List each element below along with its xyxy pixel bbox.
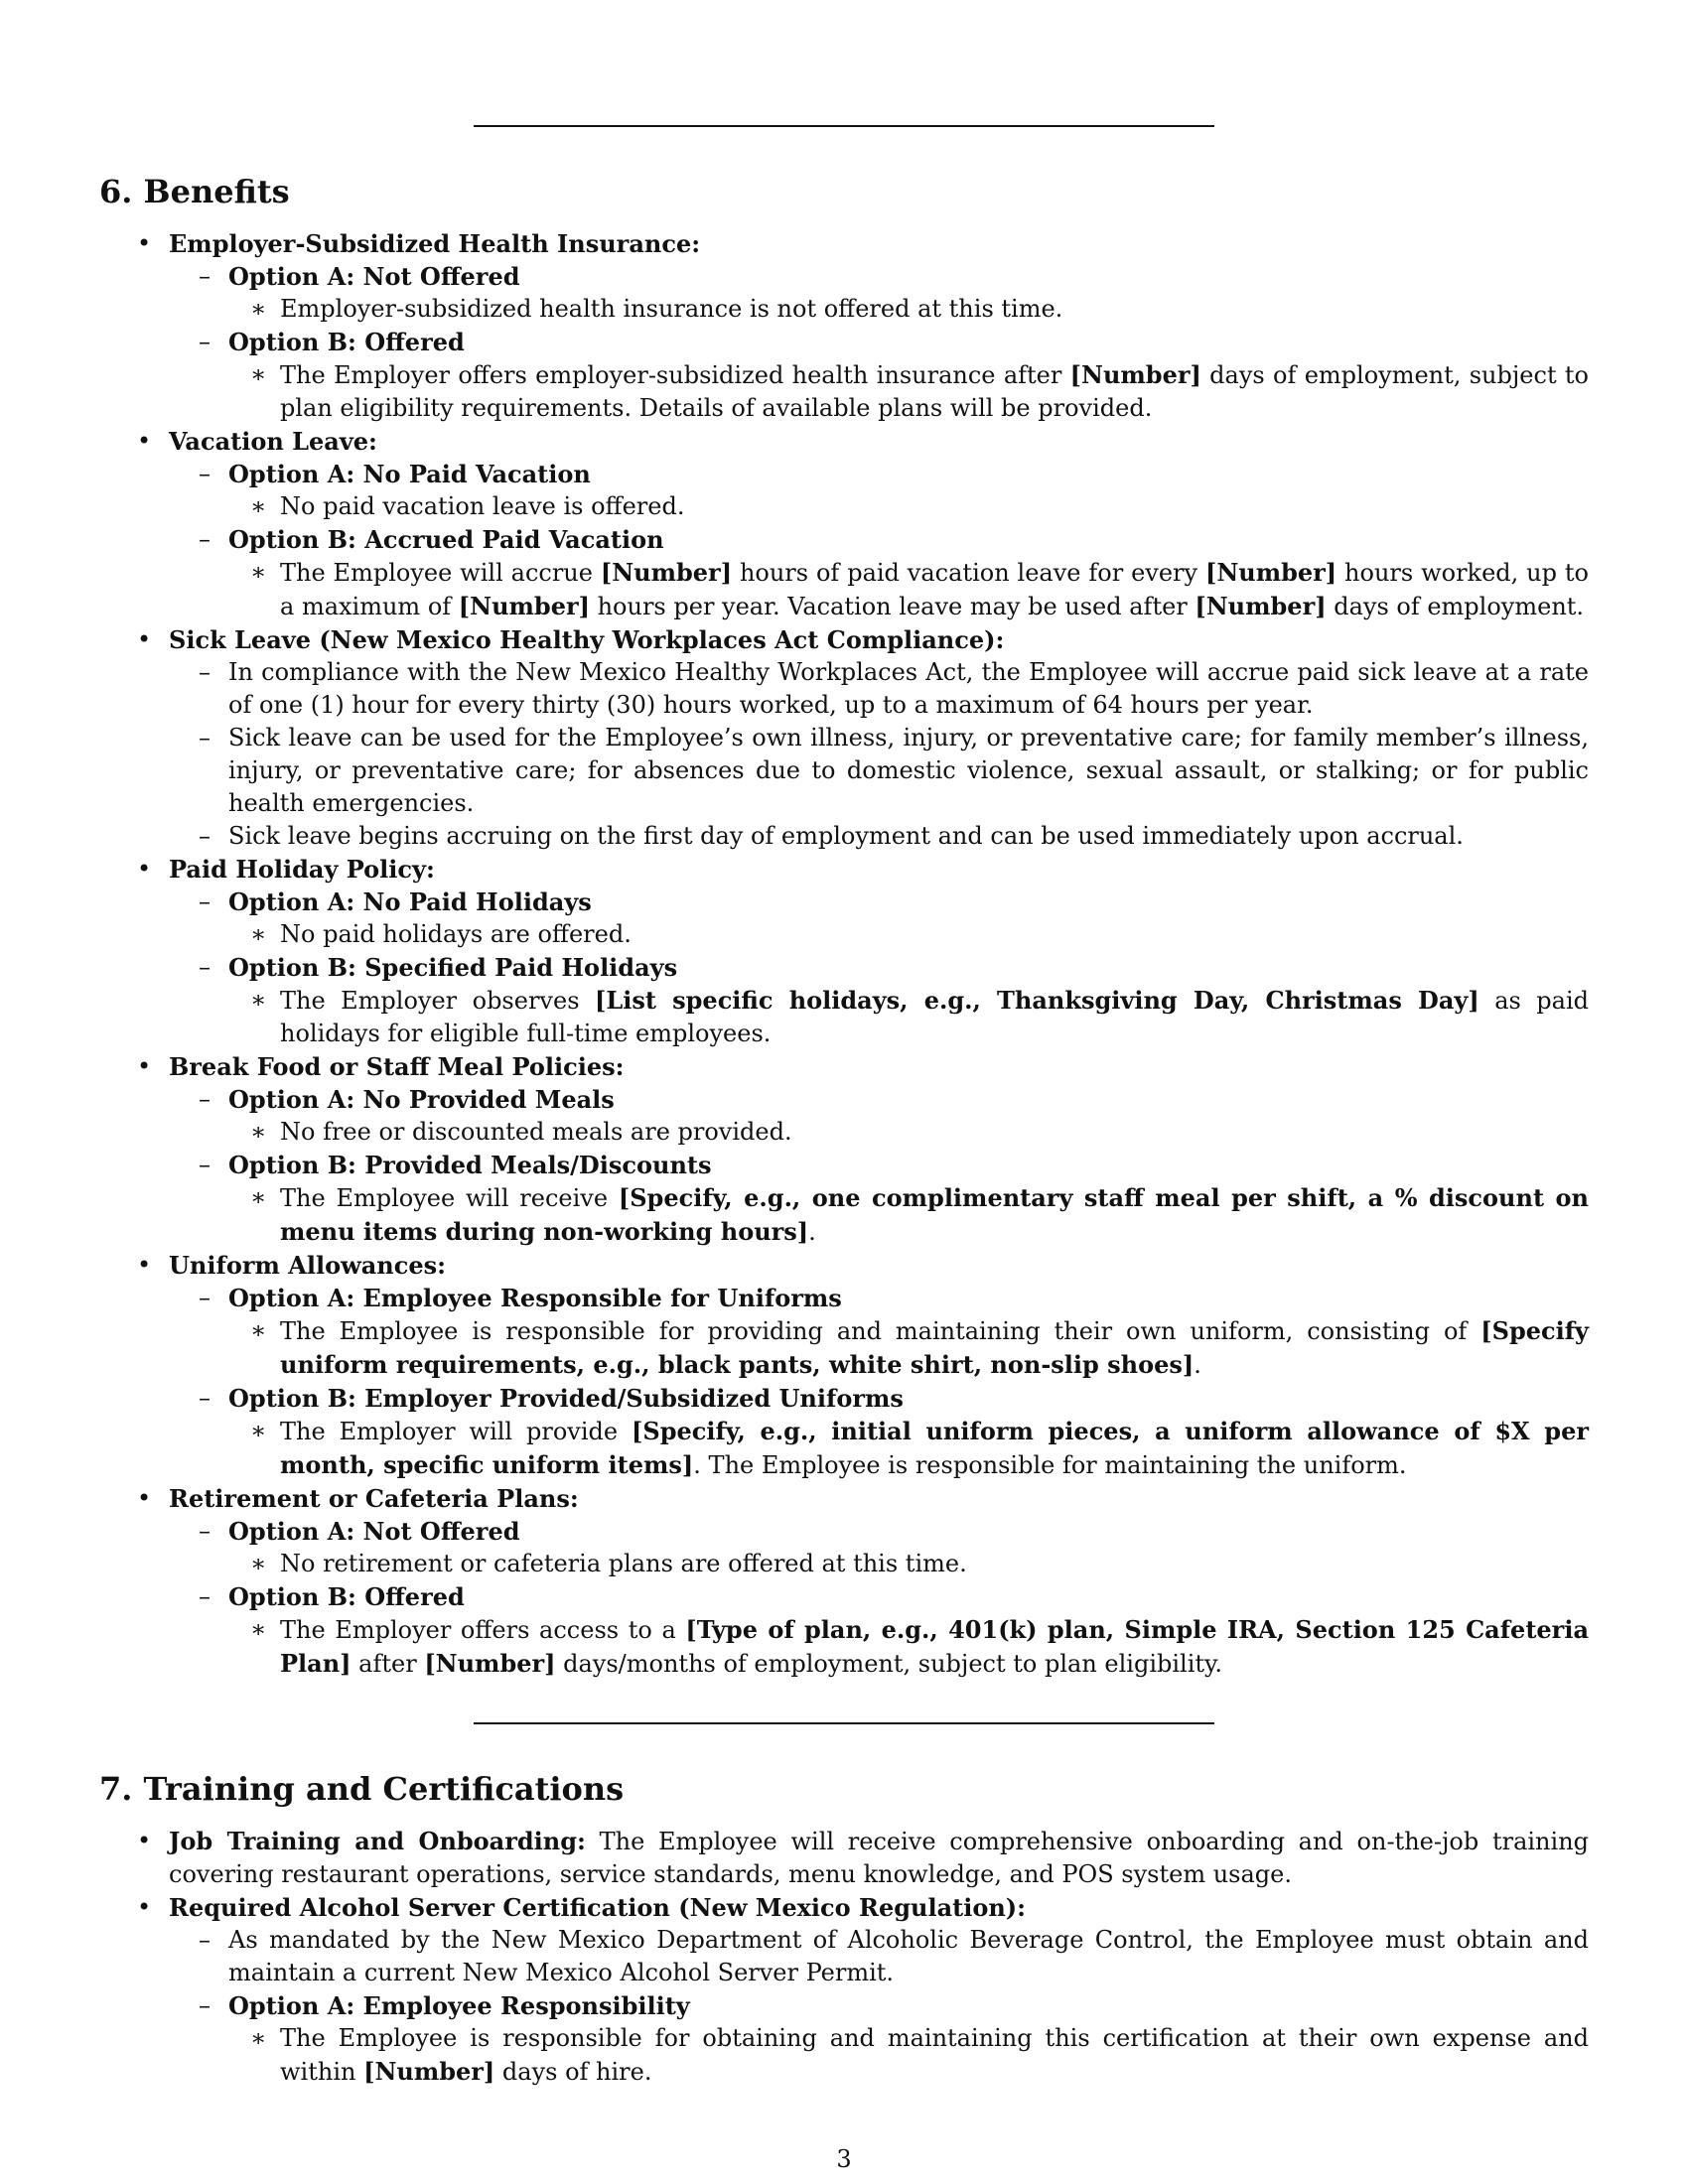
star-marker: ∗: [250, 1183, 267, 1211]
dash-marker: –: [199, 1582, 211, 1610]
dash-marker: –: [199, 724, 211, 751]
list-item: [0, 293, 1589, 326]
option-label: Option A: Not Offered: [228, 1517, 520, 1546]
item-heading: Sick Leave (New Mexico Healthy Workplaces Act Compliance):: [169, 625, 1005, 654]
list-item: [0, 523, 1589, 556]
option-text: No paid holidays are offered.: [280, 920, 632, 948]
dash-marker: –: [199, 822, 211, 850]
option-label: Option A: Not Offered: [228, 262, 520, 291]
list-item: [0, 1482, 1589, 1515]
list-item: [0, 1382, 1589, 1415]
list-item: [0, 260, 1589, 293]
item-heading: Break Food or Staff Meal Policies:: [169, 1052, 625, 1081]
dash-marker: –: [199, 1085, 211, 1113]
list-item: [0, 1415, 1589, 1482]
list-item: [0, 1181, 1589, 1249]
list-item: [0, 853, 1589, 886]
list-item: [0, 1149, 1589, 1181]
option-label: Option A: No Provided Meals: [228, 1085, 615, 1114]
list-item: [0, 656, 1589, 722]
star-marker: ∗: [250, 492, 267, 520]
list-item: [0, 984, 1589, 1050]
star-marker: ∗: [250, 295, 267, 323]
section-divider: [474, 125, 1214, 127]
dash-marker: –: [199, 1926, 211, 1954]
list-item: [0, 623, 1589, 656]
star-marker: ∗: [250, 986, 267, 1014]
dash-marker: –: [199, 1991, 211, 2019]
list-item: [0, 820, 1589, 853]
bullet-marker: •: [137, 625, 152, 653]
list-item: [0, 1891, 1589, 1924]
option-label: Option B: Accrued Paid Vacation: [228, 525, 664, 554]
dash-marker: –: [199, 1284, 211, 1311]
benefits-list: [0, 227, 1688, 1681]
dash-marker: –: [199, 658, 211, 686]
page-number: 3: [836, 2145, 852, 2173]
list-item: [0, 358, 1589, 425]
bullet-marker: •: [137, 229, 152, 257]
section-heading-training: 7. Training and Certifications: [99, 1770, 625, 1808]
option-text: Employer-subsidized health insurance is not offered at this time.: [280, 295, 1063, 323]
list-item: [0, 1282, 1589, 1314]
star-marker: ∗: [250, 558, 267, 586]
dash-marker: –: [199, 328, 211, 355]
item-heading: Retirement or Cafeteria Plans:: [169, 1484, 579, 1513]
list-item: [0, 1580, 1589, 1613]
training-list: [0, 1825, 1688, 2089]
option-text: The Employee will receive [Specify, e.g., one complimentary staff meal per shift, a % discount on menu items during non-working hours].: [280, 1183, 1590, 1246]
list-item: [0, 1924, 1589, 1989]
list-item: [0, 556, 1589, 623]
list-item: [0, 951, 1589, 984]
star-marker: ∗: [250, 1550, 267, 1577]
option-text: The Employee will accrue [Number] hours of paid vacation leave for every [Number] hours worked, up to a maximum of [Number] hours per year. Vacation leave may be used after [Number] days of employment.: [280, 558, 1589, 620]
star-marker: ∗: [250, 920, 267, 948]
dash-marker: –: [199, 460, 211, 487]
list-item: [0, 1825, 1589, 1891]
option-text: The Employee is responsible for obtaining and maintaining this certification at their own expense and within [Number] days of hire.: [280, 2024, 1589, 2086]
list-item: [0, 458, 1589, 490]
option-label: Option B: Specified Paid Holidays: [228, 953, 678, 982]
bullet-marker: •: [137, 1052, 152, 1080]
star-marker: ∗: [250, 1118, 267, 1146]
option-label: Option B: Provided Meals/Discounts: [228, 1151, 712, 1179]
item-text: Sick leave begins accruing on the first day of employment and can be used immediately upon accrual.: [228, 822, 1464, 850]
star-marker: ∗: [250, 1316, 267, 1344]
dash-marker: –: [199, 262, 211, 290]
list-item: [0, 1083, 1589, 1116]
item-text: Sick leave can be used for the Employee’s own illness, injury, or preventative care; for family member’s illness, injury, or preventative care; for absences due to domestic violence, sexual assault, or stalking; or for public health emergencies.: [228, 724, 1589, 817]
list-item: [0, 1116, 1589, 1149]
list-item: [0, 1613, 1589, 1681]
option-text: The Employer observes [List specific holidays, e.g., Thanksgiving Day, Christmas Day] as paid holidays for eligible full-time employees.: [280, 986, 1590, 1047]
list-item: [0, 490, 1589, 523]
list-item: [0, 918, 1589, 951]
list-item: [0, 227, 1589, 260]
item-heading: Employer-Subsidized Health Insurance:: [169, 229, 701, 258]
item-heading: Paid Holiday Policy:: [169, 855, 435, 884]
dash-marker: –: [199, 953, 211, 981]
bullet-marker: •: [137, 1251, 152, 1279]
option-label: Option B: Offered: [228, 1582, 465, 1611]
dash-marker: –: [199, 1151, 211, 1178]
bullet-marker: •: [137, 1484, 152, 1512]
item-text: In compliance with the New Mexico Healthy Workplaces Act, the Employee will accrue paid sick leave at a rate of one (1) hour for every thirty (30) hours worked, up to a maximum of 64 hours per year.: [228, 658, 1589, 719]
list-item: [0, 326, 1589, 358]
list-item: [0, 1249, 1589, 1282]
dash-marker: –: [199, 525, 211, 553]
dash-marker: –: [199, 887, 211, 915]
option-text: The Employer offers access to a [Type of plan, e.g., 401(k) plan, Simple IRA, Section 125 Cafeteria Plan] after [Number] days/months of employment, subject to plan eligibility.: [280, 1615, 1589, 1678]
list-item: [0, 1050, 1589, 1083]
dash-marker: –: [199, 1517, 211, 1545]
bullet-marker: •: [137, 855, 152, 883]
bullet-marker: •: [137, 1827, 152, 1854]
option-label: Option B: Offered: [228, 328, 465, 356]
dash-marker: –: [199, 1384, 211, 1412]
option-text: The Employer will provide [Specify, e.g., initial uniform pieces, a uniform allowance of $X per month, specific uniform items]. The Employee is responsible for maintaining the uniform.: [280, 1417, 1589, 1479]
star-marker: ∗: [250, 1417, 267, 1444]
list-item: [0, 425, 1589, 458]
star-marker: ∗: [250, 1615, 267, 1643]
list-item: [0, 1989, 1589, 2022]
option-label: Option A: Employee Responsible for Uniforms: [228, 1284, 842, 1312]
list-item: [0, 1314, 1589, 1382]
option-text: No retirement or cafeteria plans are offered at this time.: [280, 1550, 967, 1577]
option-label: Option A: No Paid Vacation: [228, 460, 591, 488]
list-item: [0, 722, 1589, 820]
item-heading: Vacation Leave:: [169, 427, 377, 456]
bullet-marker: •: [137, 1893, 152, 1921]
section-heading-benefits: 6. Benefits: [99, 173, 290, 210]
bullet-marker: •: [137, 427, 152, 455]
option-text: The Employer offers employer-subsidized health insurance after [Number] days of employment, subject to plan eligibility requirements. Details of available plans will be provided.: [280, 360, 1590, 422]
star-marker: ∗: [250, 360, 267, 388]
option-text: No free or discounted meals are provided.: [280, 1118, 792, 1146]
section-divider: [474, 1722, 1214, 1724]
list-item: [0, 886, 1589, 918]
option-text: The Employee is responsible for providing and maintaining their own uniform, consisting of [Specify uniform requirements, e.g., black pants, white shirt, non-slip shoes].: [280, 1316, 1589, 1379]
option-label: Option A: No Paid Holidays: [228, 887, 592, 916]
item-heading: Uniform Allowances:: [169, 1251, 446, 1280]
list-item: [0, 2022, 1589, 2089]
list-item: [0, 1548, 1589, 1580]
item-heading: Required Alcohol Server Certification (New Mexico Regulation):: [169, 1893, 1027, 1922]
item-text: As mandated by the New Mexico Department of Alcoholic Beverage Control, the Employee must obtain and maintain a current New Mexico Alcohol Server Permit.: [228, 1926, 1589, 1986]
star-marker: ∗: [250, 2024, 267, 2052]
item-text: Job Training and Onboarding: The Employee will receive comprehensive onboarding and on-the-job training covering restaurant operations, service standards, menu knowledge, and POS system usage.: [169, 1827, 1590, 1888]
option-label: Option B: Employer Provided/Subsidized Uniforms: [228, 1384, 904, 1413]
list-item: [0, 1515, 1589, 1548]
option-label: Option A: Employee Responsibility: [228, 1991, 690, 2020]
option-text: No paid vacation leave is offered.: [280, 492, 685, 520]
